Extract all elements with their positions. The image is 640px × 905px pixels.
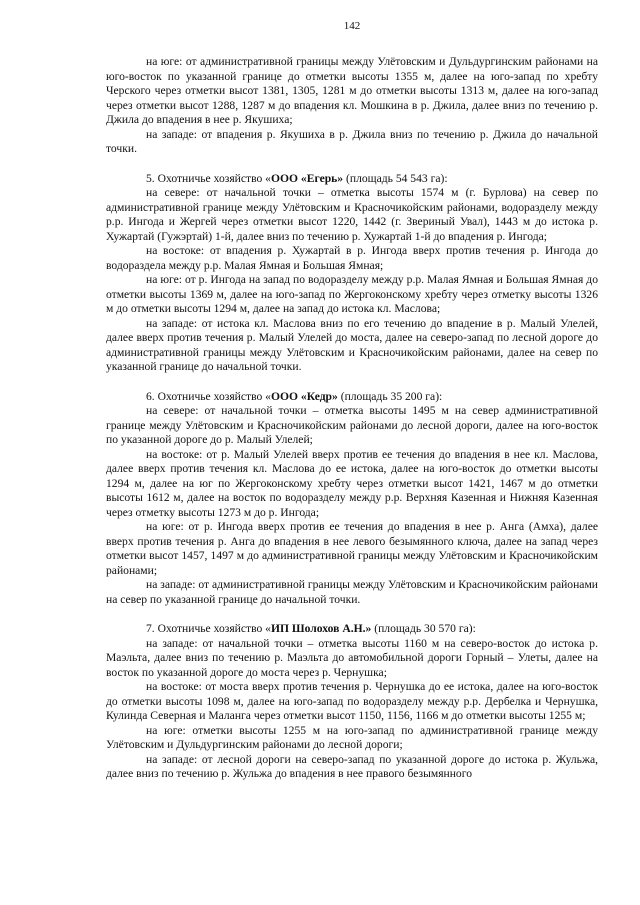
section-6-south: на юге: от р. Ингода вверх против ее течения до впадения в нее р. Анга (Амха), далее вверх против течения р. Анга до впадения в нее левого безымянного ключа, далее на запад через отметки высот 1457, 1497 м до административной границы между Улётовским и Красночикойским районами;	[106, 520, 598, 577]
section-6	[106, 390, 598, 608]
section-7-name: ИП Шолохов А.Н.»	[270, 622, 372, 635]
intro-west-paragraph: на западе: от впадения р. Якушиха в р. Джила вниз по течению р. Джила до начальной точки.	[106, 127, 598, 155]
section-7-heading: 7. Охотничье хозяйство «ИП Шолохов А.Н.» (площадь 30 570 га):	[146, 622, 476, 635]
section-6-heading: 6. Охотничье хозяйство «ООО «Кедр» (площадь 35 200 га):	[146, 389, 443, 403]
section-6-east: на востоке: от р. Малый Улелей вверх против ее течения до впадения в нее кл. Маслова, далее вверх против течения кл. Маслова до ее истока, далее на юго-восток до отметки высоты 1294 м, далее на юг по Жергоконскому хребту через отметки высот 1421, 1467 м до отметки высоты 1612 м, далее на восток по водоразделу между р.р. Верхняя Казенная и Нижняя Казенная через отметку высоты 1273 м до р. Ингода;	[106, 447, 598, 519]
intro-block	[106, 55, 598, 157]
section-7-west-start: на западе: от начальной точки – отметка высоты 1160 м на северо-восток до истока р. Маэльта, далее вниз по течению р. Маэльта до автомобильной дороги Горный – Улеты, далее на восток по указанной дороге до моста через р. Чернушка;	[106, 636, 598, 679]
section-5-north: на севере: от начальной точки – отметка высоты 1574 м (г. Бурлова) на север по административной границе между Улётовским и Красночикойским районами, водоразделу между р.р. Ингода и Жергей через отметки высот 1220, 1442 (г. Звериный Увал), 1443 м до истока р. Хужартай (Гужэртай) 1-й, далее вниз по течению р. Хужартай 1-й до впадения р. Ингода;	[106, 186, 598, 243]
section-6-north: на севере: от начальной точки – отметка высоты 1495 м на север административной границе между Улётовским и Красночикойским районами до лесной дороги, далее на юго-восток по указанной дороге до р. Малый Улелей;	[106, 404, 598, 446]
section-5-south: на юге: от р. Ингода на запад по водоразделу между р.р. Малая Ямная и Большая Ямная до отметки высоты 1369 м, далее на юго-запад по Жергоконскому хребту через отметку высоты 1326 м до отметки высоты 1294 м, далее на запад до истока кл. Маслова;	[106, 273, 598, 315]
section-7-south: на юге: отметки высоты 1255 м на юго-запад по административной границе между Улётовским и Дульдургинским районами до лесной дороги;	[106, 723, 598, 751]
section-5-heading: 5. Охотничье хозяйство «ООО «Егерь» (площадь 54 543 га):	[146, 171, 448, 185]
section-7	[106, 622, 598, 782]
intro-south-paragraph: на юге: от административной границы между Улётовским и Дульдургинским районами на юго-восток по указанной границе до отметки высоты 1355 м, далее на юго-запад по хребту Черского через отметки высот 1381, 1305, 1281 м до отметки высоты 1313 м, далее на юго-запад через отметки высот 1288, 1287 м до впадения кл. Мошкина в р. Джила, далее вниз по течению р. Джила до впадения в нее р. Якушиха;	[106, 55, 598, 126]
section-5-name: ООО «Егерь»	[270, 171, 344, 185]
section-7-west: на западе: от лесной дороги на северо-запад по указанной дороге до истока р. Жульжа, далее вниз по течению р. Жульжа до впадения в нее правого безымянного	[106, 752, 598, 780]
section-5	[106, 172, 598, 375]
section-6-name: ООО «Кедр»	[270, 389, 338, 403]
section-5-west: на западе: от истока кл. Маслова вниз по его течению до впадение в р. Малый Улелей, далее вверх против течения р. Малый Улелей до моста, далее на северо-запад по лесной дороге до административной границы между Улётовским и Красночикойским районами, далее на север по указанной границе до начальной точки.	[106, 316, 598, 373]
page-number: 142	[343, 20, 361, 32]
section-6-west: на западе: от административной границы между Улётовским и Красночикойским районами на север по указанной границе до начальной точки.	[106, 578, 598, 606]
section-7-east: на востоке: от моста вверх против течения р. Чернушка до ее истока, далее на юго-восток до отметки высоты 1098 м, далее на юго-запад по водоразделу между р.р. Дербелка и Чернушка, Кулинда Северная и Маланга через отметки высот 1150, 1156, 1166 м до отметки высоты 1255 м;	[106, 680, 598, 722]
section-5-east: на востоке: от впадения р. Хужартай в р. Ингода вверх против течения р. Ингода до водораздела между р.р. Малая Ямная и Большая Ямная;	[106, 244, 598, 272]
